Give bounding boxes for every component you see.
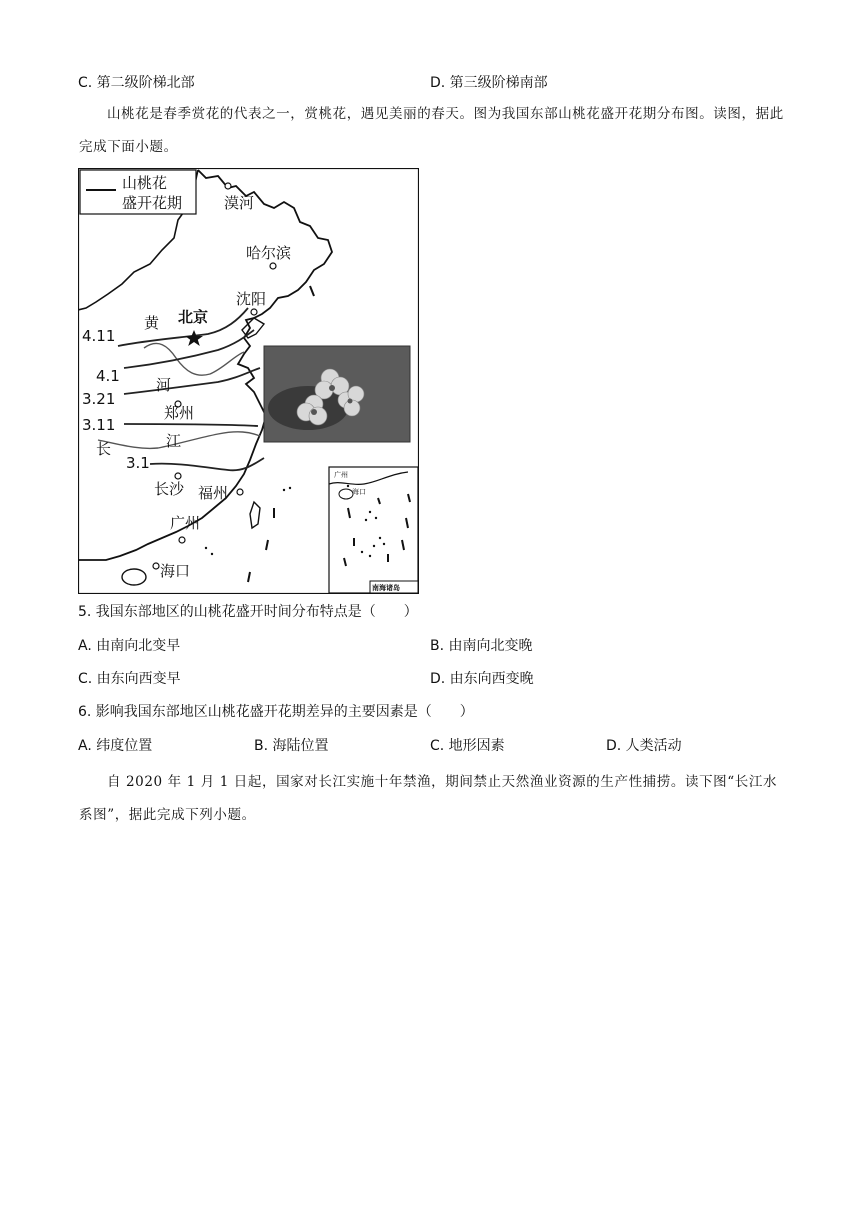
label-river-he: 河: [156, 376, 172, 394]
intro-paragraph-peach: 山桃花是春季赏花的代表之一，赏桃花，遇见美丽的春天。图为我国东部山桃花盛开花期分布图。读图，据此完成下面小题。: [79, 106, 784, 155]
guangzhou-marker: [179, 537, 185, 543]
q5-option-a[interactable]: A. 由南向北变早: [78, 638, 181, 654]
q5-option-d[interactable]: D. 由东向西变晚: [430, 671, 534, 687]
q6-option-b[interactable]: B. 海陆位置: [254, 738, 329, 754]
isoline-label-3-1: 3.1: [126, 454, 150, 472]
label-beijing: 北京: [178, 308, 209, 326]
shenyang-marker: [251, 309, 257, 315]
q5-option-c[interactable]: C. 由东向西变早: [78, 671, 181, 687]
isoline-label-4-1: 4.1: [96, 367, 120, 385]
label-changsha: 长沙: [154, 480, 185, 498]
label-river-huang: 黄: [144, 314, 160, 332]
q6-option-d[interactable]: D. 人类活动: [606, 738, 682, 754]
prev-option-d: D. 第三级阶梯南部: [430, 75, 548, 91]
haikou-marker: [153, 563, 159, 569]
label-harbin: 哈尔滨: [246, 244, 292, 262]
label-fuzhou: 福州: [198, 484, 229, 502]
peach-blossom-map: [78, 168, 419, 594]
fuzhou-marker: [237, 489, 243, 495]
label-zhengzhou: 郑州: [164, 404, 195, 422]
isoline-label-3-11: 3.11: [82, 416, 116, 434]
harbin-marker: [270, 263, 276, 269]
inset-caption: 南海诸岛: [372, 584, 400, 592]
label-guangzhou: 广州: [170, 514, 201, 532]
blossom-photo: [264, 346, 410, 442]
legend-label-line2: 盛开花期: [122, 194, 183, 212]
isoline-label-4-11: 4.11: [82, 327, 116, 345]
inset-label-guangzhou: 广州: [334, 471, 348, 479]
q6-stem: 6. 影响我国东部地区山桃花盛开花期差异的主要因素是（ ）: [78, 704, 474, 720]
q6-option-a[interactable]: A. 纬度位置: [78, 738, 153, 754]
legend-label-line1: 山桃花: [122, 174, 168, 192]
label-haikou: 海口: [160, 562, 191, 580]
isoline-label-3-21: 3.21: [82, 390, 116, 408]
prev-option-c: C. 第二级阶梯北部: [78, 75, 195, 91]
south-china-sea-inset: [329, 467, 418, 593]
q5-stem: 5. 我国东部地区的山桃花盛开时间分布特点是（ ）: [78, 604, 418, 620]
label-river-jiang: 江: [166, 432, 182, 450]
q6-option-c[interactable]: C. 地形因素: [430, 738, 505, 754]
q5-option-b[interactable]: B. 由南向北变晚: [430, 638, 533, 654]
intro-paragraph-yangtze: 自 2020 年 1 月 1 日起，国家对长江实施十年禁渔，期间禁止天然渔业资源的生产性捕捞。读下图“长江水系图”，据此完成下列小题。: [79, 774, 778, 823]
label-river-chang: 长: [96, 440, 112, 458]
label-mohe: 漠河: [224, 194, 255, 212]
changsha-marker: [175, 473, 181, 479]
label-shenyang: 沈阳: [236, 290, 267, 308]
inset-label-haikou: 海口: [352, 488, 366, 496]
mohe-marker: [225, 183, 231, 189]
